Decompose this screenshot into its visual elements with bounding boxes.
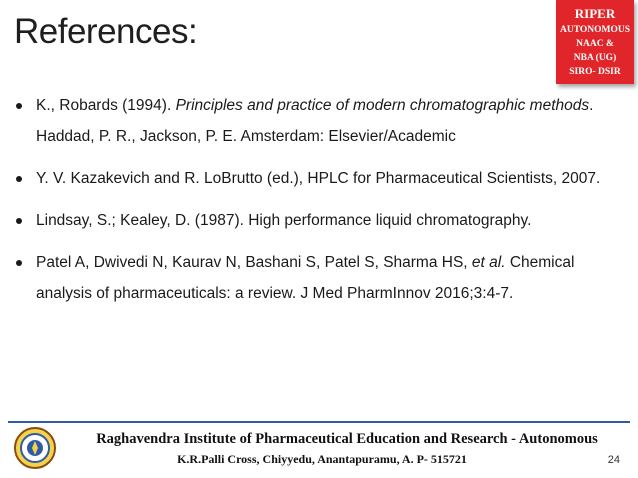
footer — [0, 421, 638, 478]
reference-item — [14, 90, 614, 152]
institution-name: Raghavendra Institute of Pharmaceutical Education and Research - Autonomous — [96, 431, 598, 447]
reference-text: Lindsay, S.; Kealey, D. (1987). High performance liquid chromatography. — [36, 212, 532, 229]
bullet-icon — [16, 176, 22, 182]
institution-address: K.R.Palli Cross, Chiyyedu, Anantapuramu, A. P- 515721 — [177, 452, 467, 466]
reference-text: K., Robards (1994). — [36, 97, 176, 114]
institution-emblem-icon — [14, 427, 56, 469]
accreditation-badge — [556, 0, 634, 84]
reference-item — [14, 205, 614, 236]
badge-line-3: NAAC & — [576, 39, 614, 49]
bullet-icon — [16, 260, 22, 266]
badge-line-2: AUTONOMOUS — [559, 25, 631, 35]
badge-line-1: RIPER — [574, 6, 616, 21]
bullet-icon — [16, 103, 22, 109]
footer-divider — [8, 421, 630, 423]
reference-text: Patel A, Dwivedi N, Kaurav N, Bashani S, Patel S, Sharma HS, — [36, 254, 472, 271]
reference-text: Y. V. Kazakevich and R. LoBrutto (ed.), HPLC for Pharmaceutical Scientists, 2007. — [36, 170, 601, 187]
badge-line-5: SIRO- DSIR — [569, 67, 621, 77]
badge-line-4: NBA (UG) — [573, 53, 617, 63]
reference-item — [14, 247, 614, 309]
reference-text: Chemical analysis of pharmaceuticals: a review. J Med PharmInnov 2016;3:4-7. — [36, 254, 575, 302]
page-number: 24 — [607, 454, 620, 466]
reference-italic-text: Principles and practice of modern chromatographic methods — [175, 97, 590, 114]
reference-italic-text: et al. — [471, 254, 506, 271]
bullet-icon — [16, 218, 22, 224]
reference-item — [14, 163, 614, 194]
slide-title: References: — [14, 12, 198, 51]
reference-list — [14, 90, 614, 320]
reference-text: . Haddad, P. R., Jackson, P. E. Amsterdam: Elsevier/Academic — [36, 97, 594, 145]
